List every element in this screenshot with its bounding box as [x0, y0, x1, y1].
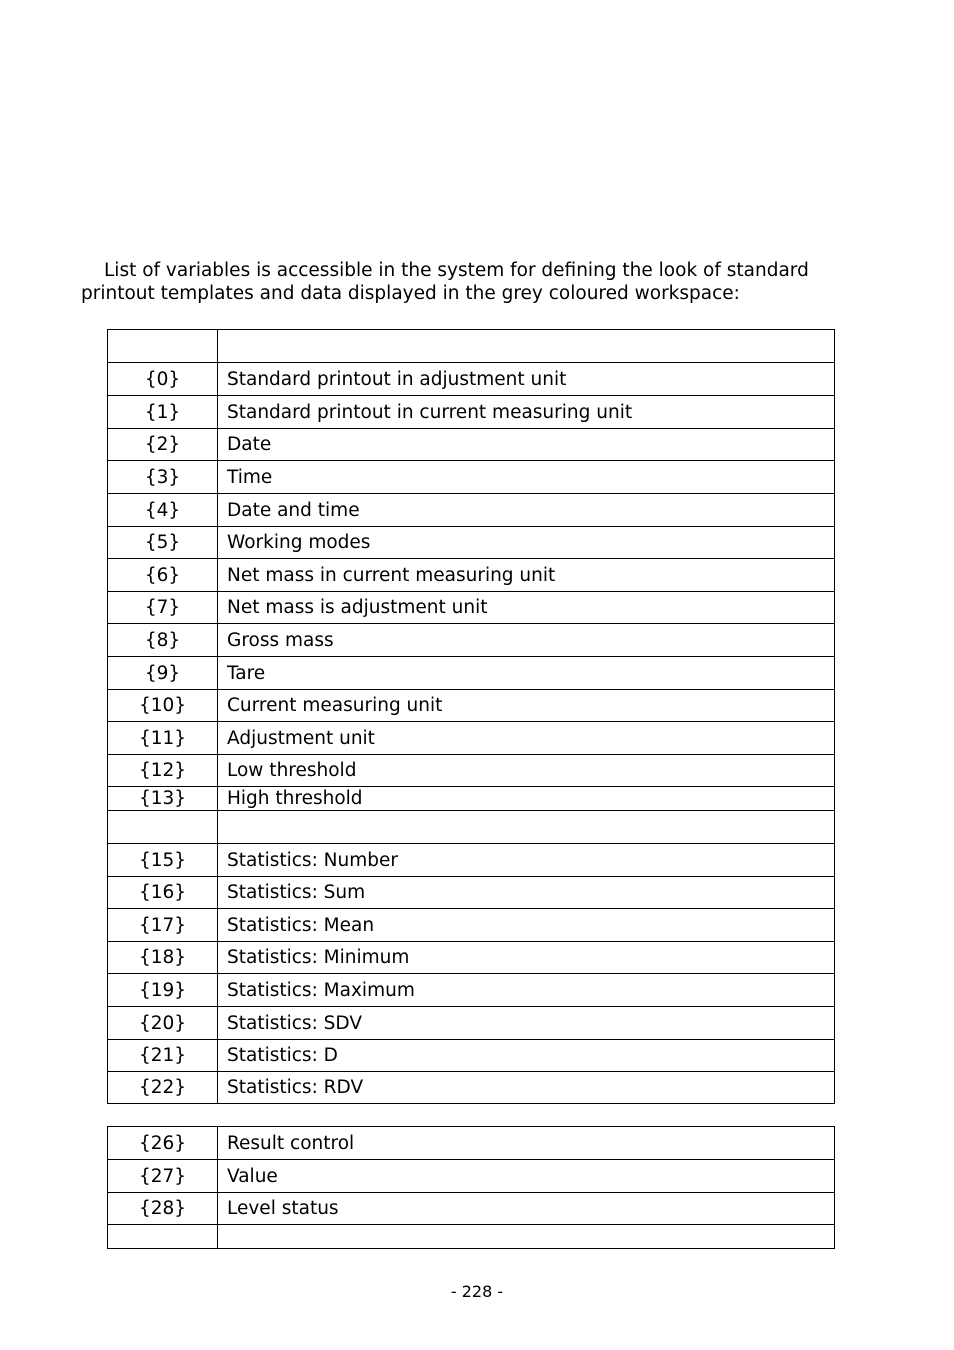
variable-code-cell: {3}: [108, 461, 218, 494]
table-row: [108, 690, 835, 722]
variable-description-cell: Statistics: D: [218, 1040, 835, 1072]
table-row: [108, 811, 835, 844]
variable-description-cell: High threshold: [218, 787, 835, 811]
table-row: [108, 942, 835, 974]
variable-code-cell: {19}: [108, 974, 218, 1007]
variable-code-cell: {26}: [108, 1127, 218, 1160]
variable-description-cell: Current measuring unit: [218, 690, 835, 722]
page-number: - 228 -: [450, 1282, 504, 1301]
variable-code-cell: {15}: [108, 844, 218, 877]
table-row: [108, 363, 835, 396]
table-row: [108, 429, 835, 461]
table-row: [108, 722, 835, 755]
table-row: [108, 844, 835, 877]
variables-table-main: [107, 329, 835, 1104]
variable-code-cell: {10}: [108, 690, 218, 722]
table-row: [108, 396, 835, 429]
intro-line-2: printout templates and data displayed in the grey coloured workspace:: [81, 283, 740, 304]
table-row: [108, 592, 835, 624]
variable-code-cell: {7}: [108, 592, 218, 624]
table-row: [108, 974, 835, 1007]
table-row: [108, 1193, 835, 1225]
variable-code-cell: {20}: [108, 1007, 218, 1040]
table-row: [108, 1040, 835, 1072]
variable-description-cell: Statistics: SDV: [218, 1007, 835, 1040]
variable-code-cell: {22}: [108, 1072, 218, 1104]
variable-code-cell: [108, 1225, 218, 1249]
variable-code-cell: {28}: [108, 1193, 218, 1225]
variables-table-secondary-body: [108, 1127, 835, 1249]
variable-code-cell: {18}: [108, 942, 218, 974]
variable-code-cell: {8}: [108, 624, 218, 657]
variable-description-cell: Net mass is adjustment unit: [218, 592, 835, 624]
variable-description-cell: Standard printout in adjustment unit: [218, 363, 835, 396]
variable-code-cell: [108, 330, 218, 363]
variable-description-cell: Time: [218, 461, 835, 494]
variable-description-cell: Adjustment unit: [218, 722, 835, 755]
variable-code-cell: {16}: [108, 877, 218, 909]
variable-description-cell: Statistics: Maximum: [218, 974, 835, 1007]
variable-code-cell: {2}: [108, 429, 218, 461]
variable-code-cell: {11}: [108, 722, 218, 755]
table-row: [108, 624, 835, 657]
variable-code-cell: {1}: [108, 396, 218, 429]
table-row: [108, 1007, 835, 1040]
variable-code-cell: {0}: [108, 363, 218, 396]
intro-paragraph: [81, 259, 861, 305]
table-row: [108, 657, 835, 690]
variable-description-cell: Statistics: Mean: [218, 909, 835, 942]
intro-line-1: List of variables is accessible in the system for defining the look of standard: [104, 260, 809, 281]
variable-code-cell: {6}: [108, 559, 218, 592]
variable-description-cell: Statistics: Number: [218, 844, 835, 877]
table-row: [108, 559, 835, 592]
variable-description-cell: [218, 811, 835, 844]
table-row: [108, 755, 835, 787]
variable-description-cell: [218, 330, 835, 363]
table-row: [108, 787, 835, 811]
table-row: [108, 1160, 835, 1193]
variable-description-cell: Low threshold: [218, 755, 835, 787]
table-row: [108, 461, 835, 494]
variable-description-cell: Result control: [218, 1127, 835, 1160]
variable-description-cell: Statistics: Sum: [218, 877, 835, 909]
table-row: [108, 330, 835, 363]
variable-code-cell: {9}: [108, 657, 218, 690]
table-row: [108, 1127, 835, 1160]
variable-code-cell: {13}: [108, 787, 218, 811]
variable-code-cell: {17}: [108, 909, 218, 942]
table-row: [108, 877, 835, 909]
variable-description-cell: Standard printout in current measuring unit: [218, 396, 835, 429]
table-row: [108, 494, 835, 527]
variable-description-cell: Value: [218, 1160, 835, 1193]
variable-description-cell: Net mass in current measuring unit: [218, 559, 835, 592]
table-row: [108, 1072, 835, 1104]
table-row: [108, 909, 835, 942]
variable-code-cell: {27}: [108, 1160, 218, 1193]
variables-table-secondary: [107, 1126, 835, 1249]
variable-description-cell: Statistics: RDV: [218, 1072, 835, 1104]
variable-description-cell: Gross mass: [218, 624, 835, 657]
variable-description-cell: Statistics: Minimum: [218, 942, 835, 974]
variable-description-cell: Date and time: [218, 494, 835, 527]
table-row: [108, 527, 835, 559]
variable-code-cell: {21}: [108, 1040, 218, 1072]
variable-description-cell: Tare: [218, 657, 835, 690]
variable-description-cell: Level status: [218, 1193, 835, 1225]
variable-description-cell: Working modes: [218, 527, 835, 559]
variable-code-cell: {5}: [108, 527, 218, 559]
variable-code-cell: {4}: [108, 494, 218, 527]
variable-code-cell: [108, 811, 218, 844]
variable-description-cell: [218, 1225, 835, 1249]
variable-code-cell: {12}: [108, 755, 218, 787]
variable-description-cell: Date: [218, 429, 835, 461]
variables-table-main-body: [108, 330, 835, 1104]
table-row: [108, 1225, 835, 1249]
